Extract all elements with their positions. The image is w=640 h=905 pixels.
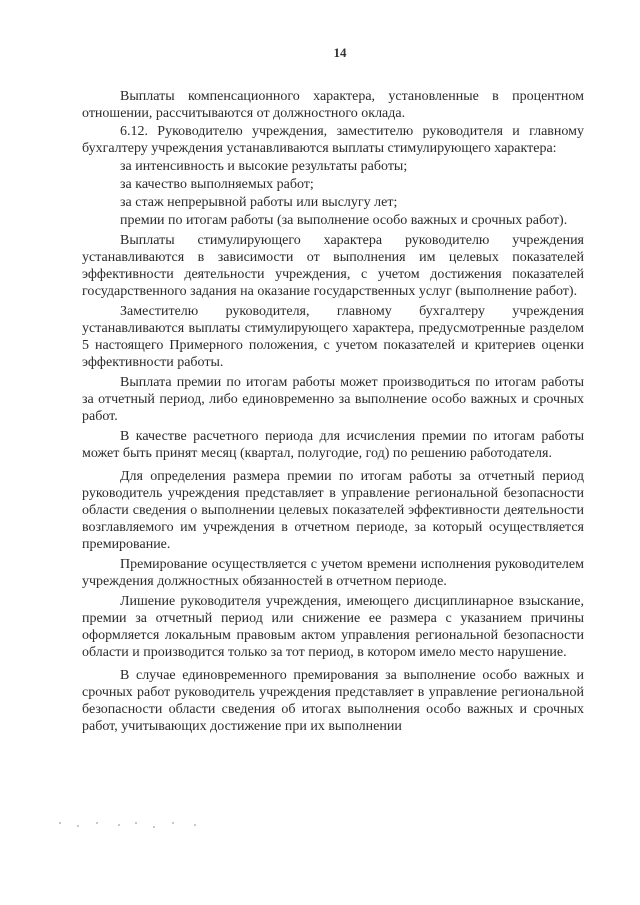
paragraph-bonus-determination: Для определения размера премии по итогам работы за отчетный период руководитель учреждения представляет в управление региональной безопасности области сведения о выполнении целевых показателей эффективности деятельности возглавляемого им учреждения в отчетном периоде, за который осуществляется премирование. xyxy=(82,469,584,552)
paragraph-bonus-payment: Выплата премии по итогам работы может производиться по итогам работы за отчетный период, либо единовременно за выполнение особо важных и срочных работ. xyxy=(82,375,584,424)
paragraph-bonus-deprivation: Лишение руководителя учреждения, имеющего дисциплинарное взыскание, премии за отчетный период или снижение ее размера с указанием причины оформляется локальным правовым актом управления региональной безопасности области и производится только за тот период, в котором имело место нарушение. xyxy=(82,594,584,660)
page-number: 14 xyxy=(333,45,347,60)
list-item-quality: за качество выполняемых работ; xyxy=(120,177,314,192)
paragraph-one-time-bonus: В случае единовременного премирования за выполнение особо важных и срочных работ руководитель учреждения представляет в управление региональной безопасности области сведения об итогах выполнения особо важных и срочных работ, учитывающих достижение при их выполнении xyxy=(82,668,584,734)
paragraph-calculation-period: В качестве расчетного периода для исчисления премии по итогам работы может быть принят месяц (квартал, полугодие, год) по решению работодателя. xyxy=(82,429,584,461)
list-item-seniority: за стаж непрерывной работы или выслугу лет; xyxy=(120,195,398,210)
document-body xyxy=(82,88,584,736)
scan-artifact xyxy=(55,822,215,832)
paragraph-compensation-payments: Выплаты компенсационного характера, установленные в процентном отношении, рассчитываются от должностного оклада. xyxy=(82,89,584,121)
paragraph-deputy-incentives: Заместителю руководителя, главному бухгалтеру учреждения устанавливаются выплаты стимулирующего характера, предусмотренные разделом 5 настоящего Примерного положения, с учетом показателей и критериев оценки эффективности работы. xyxy=(82,304,584,370)
list-item-bonuses: премии по итогам работы (за выполнение особо важных и срочных работ). xyxy=(120,213,568,228)
paragraph-bonus-timing: Премирование осуществляется с учетом времени исполнения руководителем учреждения должностных обязанностей в отчетном периоде. xyxy=(82,557,584,589)
paragraph-head-incentives: Выплаты стимулирующего характера руководителю учреждения устанавливаются в зависимости от выполнения им целевых показателей эффективности деятельности учреждения, с учетом достижения показателей государственного задания на оказание государственных услуг (выполнение работ). xyxy=(82,233,584,299)
list-item-intensity: за интенсивность и высокие результаты работы; xyxy=(120,159,408,174)
paragraph-section-6-12: 6.12. Руководителю учреждения, заместителю руководителя и главному бухгалтеру учреждения устанавливаются выплаты стимулирующего характера: xyxy=(82,124,584,156)
